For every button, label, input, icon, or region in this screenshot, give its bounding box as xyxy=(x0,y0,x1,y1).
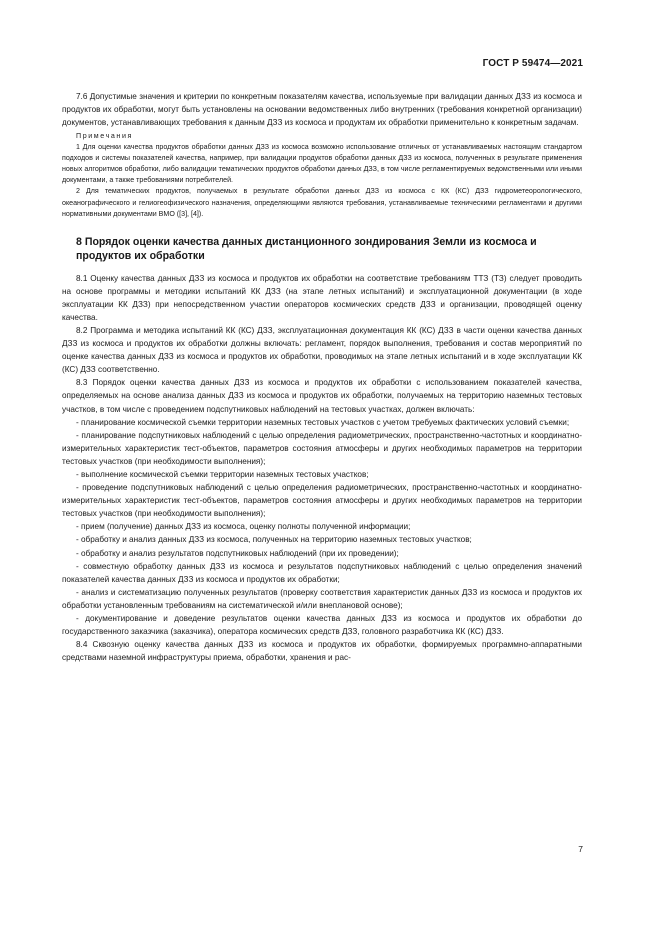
list-item: - совместную обработку данных ДЗЗ из космоса и результатов подспутниковых наблюдений с целью определения значений показателей качества данных ДЗЗ из космоса и продуктов их обработки; xyxy=(62,561,582,584)
page-number: 7 xyxy=(578,844,583,854)
list-item: - проведение подспутниковых наблюдений с целью определения радиометрических, пространственно-частотных и координатно-измерительных характеристик тест-объектов, параметров состояния атмосферы и других необходимых параметров на территории тестовых участков (при необходимости выполнения); xyxy=(62,483,582,519)
standard-number: ГОСТ Р 59474—2021 xyxy=(482,58,583,69)
list-item: - документирование и доведение результатов оценки качества данных ДЗЗ из космоса и продуктов их обработки до государственного заказчика (заказчика), оператора космических средств ДЗЗ, головного разработчика КК (КС) ДЗЗ. xyxy=(62,614,582,637)
list-item: - планирование космической съемки территории наземных тестовых участков с учетом требуемых фактических условий съемки; xyxy=(76,417,570,427)
paragraph-8-1: 8.1 Оценку качества данных ДЗЗ из космоса и продуктов их обработки на соответствие требованиям ТТЗ (ТЗ) следует проводить на основе программы и методики испытаний КК ДЗЗ (на этапе летных испытаний) и эксплуатационной документации (в ходе эксплуатации КК ДЗЗ) при непосредственном участии операторов космических средств ДЗЗ и организации, проводящей оценку качества. xyxy=(62,273,582,322)
list-item: - анализ и систематизацию полученных результатов (проверку соответствия характеристик данных ДЗЗ из космоса и продуктов их обработки установленным требованиям на систематической и/или внеплановой основе); xyxy=(62,587,582,610)
note-1: 1 Для оценки качества продуктов обработки данных ДЗЗ из космоса возможно использование отличных от устанавливаемых настоящим стандартом подходов и системы показателей качества, например, при валидации продуктов обработки данных ДЗЗ из космоса, полученных в результате применения новых алгоритмов обработки, либо валидации тематических продуктов обработки данных ДЗЗ, в том числе регламентируемых ведомственными или иными документами, а также требованиями потребителей. xyxy=(62,143,582,185)
section-8-heading: 8 Порядок оценки качества данных дистанционного зондирования Земли из космоса и продуктов их обработки xyxy=(76,235,537,263)
list-item: - прием (получение) данных ДЗЗ из космоса, оценку полноты полученной информации; xyxy=(76,522,411,532)
list-item: - планирование подспутниковых наблюдений с целью определения радиометрических, пространственно-частотных и координатно-измерительных характеристик тест-объектов, параметров состояния атмосферы и других необходимых параметров на территории тестовых участков (при необходимости выполнения); xyxy=(62,430,582,466)
list-item: - обработку и анализ результатов подспутниковых наблюдений (при их проведении); xyxy=(76,548,399,558)
list-item: - выполнение космической съемки территории наземных тестовых участков; xyxy=(76,470,369,480)
note-2: 2 Для тематических продуктов, получаемых в результате обработки данных ДЗЗ из космоса с КК (КС) ДЗЗ гидрометеорологического, океанографического и гелиогеофизического назначения, определяющими являются требования, устанавливаемые техническими регламентами и другими нормативными документами ВМО ([3], [4]). xyxy=(62,187,582,218)
notes-title: Примечания xyxy=(76,132,133,141)
paragraph-8-3: 8.3 Порядок оценки качества данных ДЗЗ из космоса и продуктов их обработки с использованием показателей качества, определяемых на основе анализа данных ДЗЗ из космоса и продуктов их обработки, получаемых на территорию наземных тестовых участков, в том числе с проведением подспутниковых наблюдений на тестовых участках, должен включать: xyxy=(62,378,582,414)
paragraph-8-2: 8.2 Программа и методика испытаний КК (КС) ДЗЗ, эксплуатационная документация КК (КС) ДЗЗ в части оценки качества данных ДЗЗ из космоса и продуктов их обработки должны включать: регламент, порядок выполнения, требования и состав мероприятий по оценке качества данных ДЗЗ из космоса и продуктов их обработки, проводимых на этапе летных испытаний и в ходе эксплуатации КК (КС) ДЗЗ соответственно. xyxy=(62,325,582,375)
paragraph-8-4: 8.4 Сквозную оценку качества данных ДЗЗ из космоса и продуктов их обработки, формируемых программно-аппаратными средствами наземной инфраструктуры приема, обработки, хранения и рас- xyxy=(62,640,582,663)
paragraph-7-6: 7.6 Допустимые значения и критерии по конкретным показателям качества, используемые при валидации данных ДЗЗ из космоса и продуктов их обработки, могут быть установлены на основании ведомственных либо внутренних (требования конкретной организации) документов, устанавливающих требования к данным ДЗЗ из космоса и продуктам их обработки применительно к конкретным задачам. xyxy=(62,92,582,128)
list-item: - обработку и анализ данных ДЗЗ из космоса, полученных на территорию наземных тестовых участков; xyxy=(76,535,472,545)
page-content xyxy=(62,90,582,664)
